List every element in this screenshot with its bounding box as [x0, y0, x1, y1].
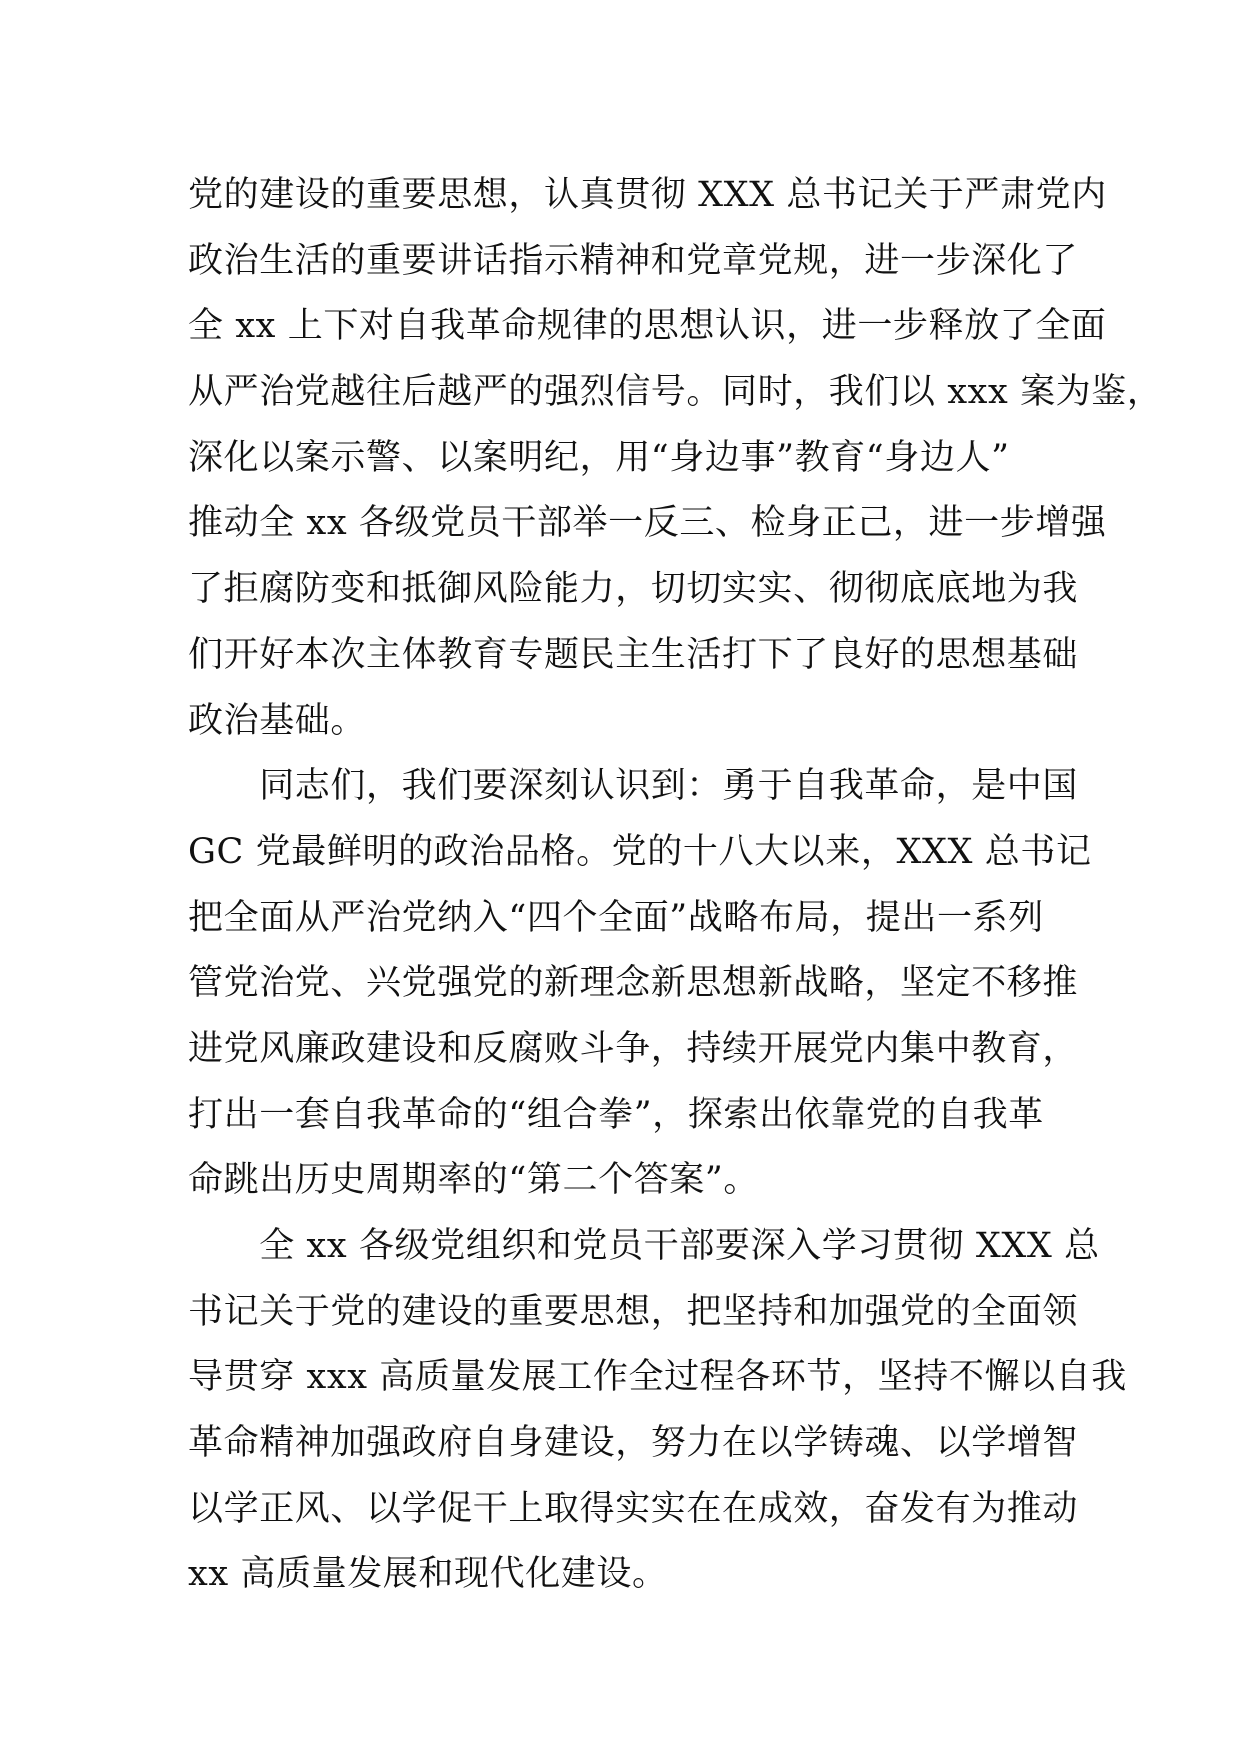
text-line: 进党风廉政建设和反腐败斗争，持续开展党内集中教育，: [188, 1028, 1079, 1069]
text-line: 从严治党越往后越严的强烈信号。同时，我们以 xxx 案为鉴，: [188, 372, 1163, 413]
text-line: 革命精神加强政府自身建设，努力在以学铸魂、以学增智: [188, 1423, 1079, 1464]
paragraph-2: [188, 754, 1092, 1214]
text-line: 了拒腐防变和抵御风险能力，切切实实、彻彻底底地为我: [188, 569, 1079, 610]
text-line: 打出一套自我革命的“组合拳”，探索出依靠党的自我革: [188, 1094, 1044, 1135]
text-line: 党的建设的重要思想，认真贯彻 XXX 总书记关于严肃党内: [188, 175, 1107, 215]
document-body: [188, 163, 1163, 1608]
text-line: 把全面从严治党纳入“四个全面”战略布局，提出一系列: [188, 897, 1044, 938]
text-line: 深化以案示警、以案明纪，用“身边事”教育“身边人”: [188, 437, 1010, 478]
text-line: 推动全 xx 各级党员干部举一反三、检身正己，进一步增强: [188, 503, 1107, 544]
text-line: 全 xx 各级党组织和党员干部要深入学习贯彻 XXX 总: [188, 1226, 1100, 1266]
text-line: xx 高质量发展和现代化建设。: [188, 1554, 668, 1595]
text-line: 书记关于党的建设的重要思想，把坚持和加强党的全面领: [188, 1291, 1079, 1332]
text-line: 同志们，我们要深刻认识到：勇于自我革命，是中国: [188, 766, 1079, 807]
paragraph-1: [188, 163, 1163, 754]
text-line: 们开好本次主体教育专题民主生活打下了良好的思想基础: [188, 634, 1079, 675]
text-line: 命跳出历史周期率的“第二个答案”。: [188, 1160, 759, 1201]
text-line: 导贯穿 xxx 高质量发展工作全过程各环节，坚持不懈以自我: [188, 1357, 1127, 1398]
text-line: 全 xx 上下对自我革命规律的思想认识，进一步释放了全面: [188, 306, 1107, 347]
text-line: GC 党最鲜明的政治品格。党的十八大以来，XXX 总书记: [188, 831, 1092, 872]
paragraph-3: [188, 1214, 1127, 1608]
text-line: 管党治党、兴党强党的新理念新思想新战略，坚定不移推: [188, 963, 1079, 1004]
text-line: 政治生活的重要讲话指示精神和党章党规，进一步深化了: [188, 240, 1079, 281]
text-line: 政治基础。: [188, 700, 367, 741]
text-line: 以学正风、以学促干上取得实实在在成效，奋发有为推动: [188, 1488, 1079, 1529]
